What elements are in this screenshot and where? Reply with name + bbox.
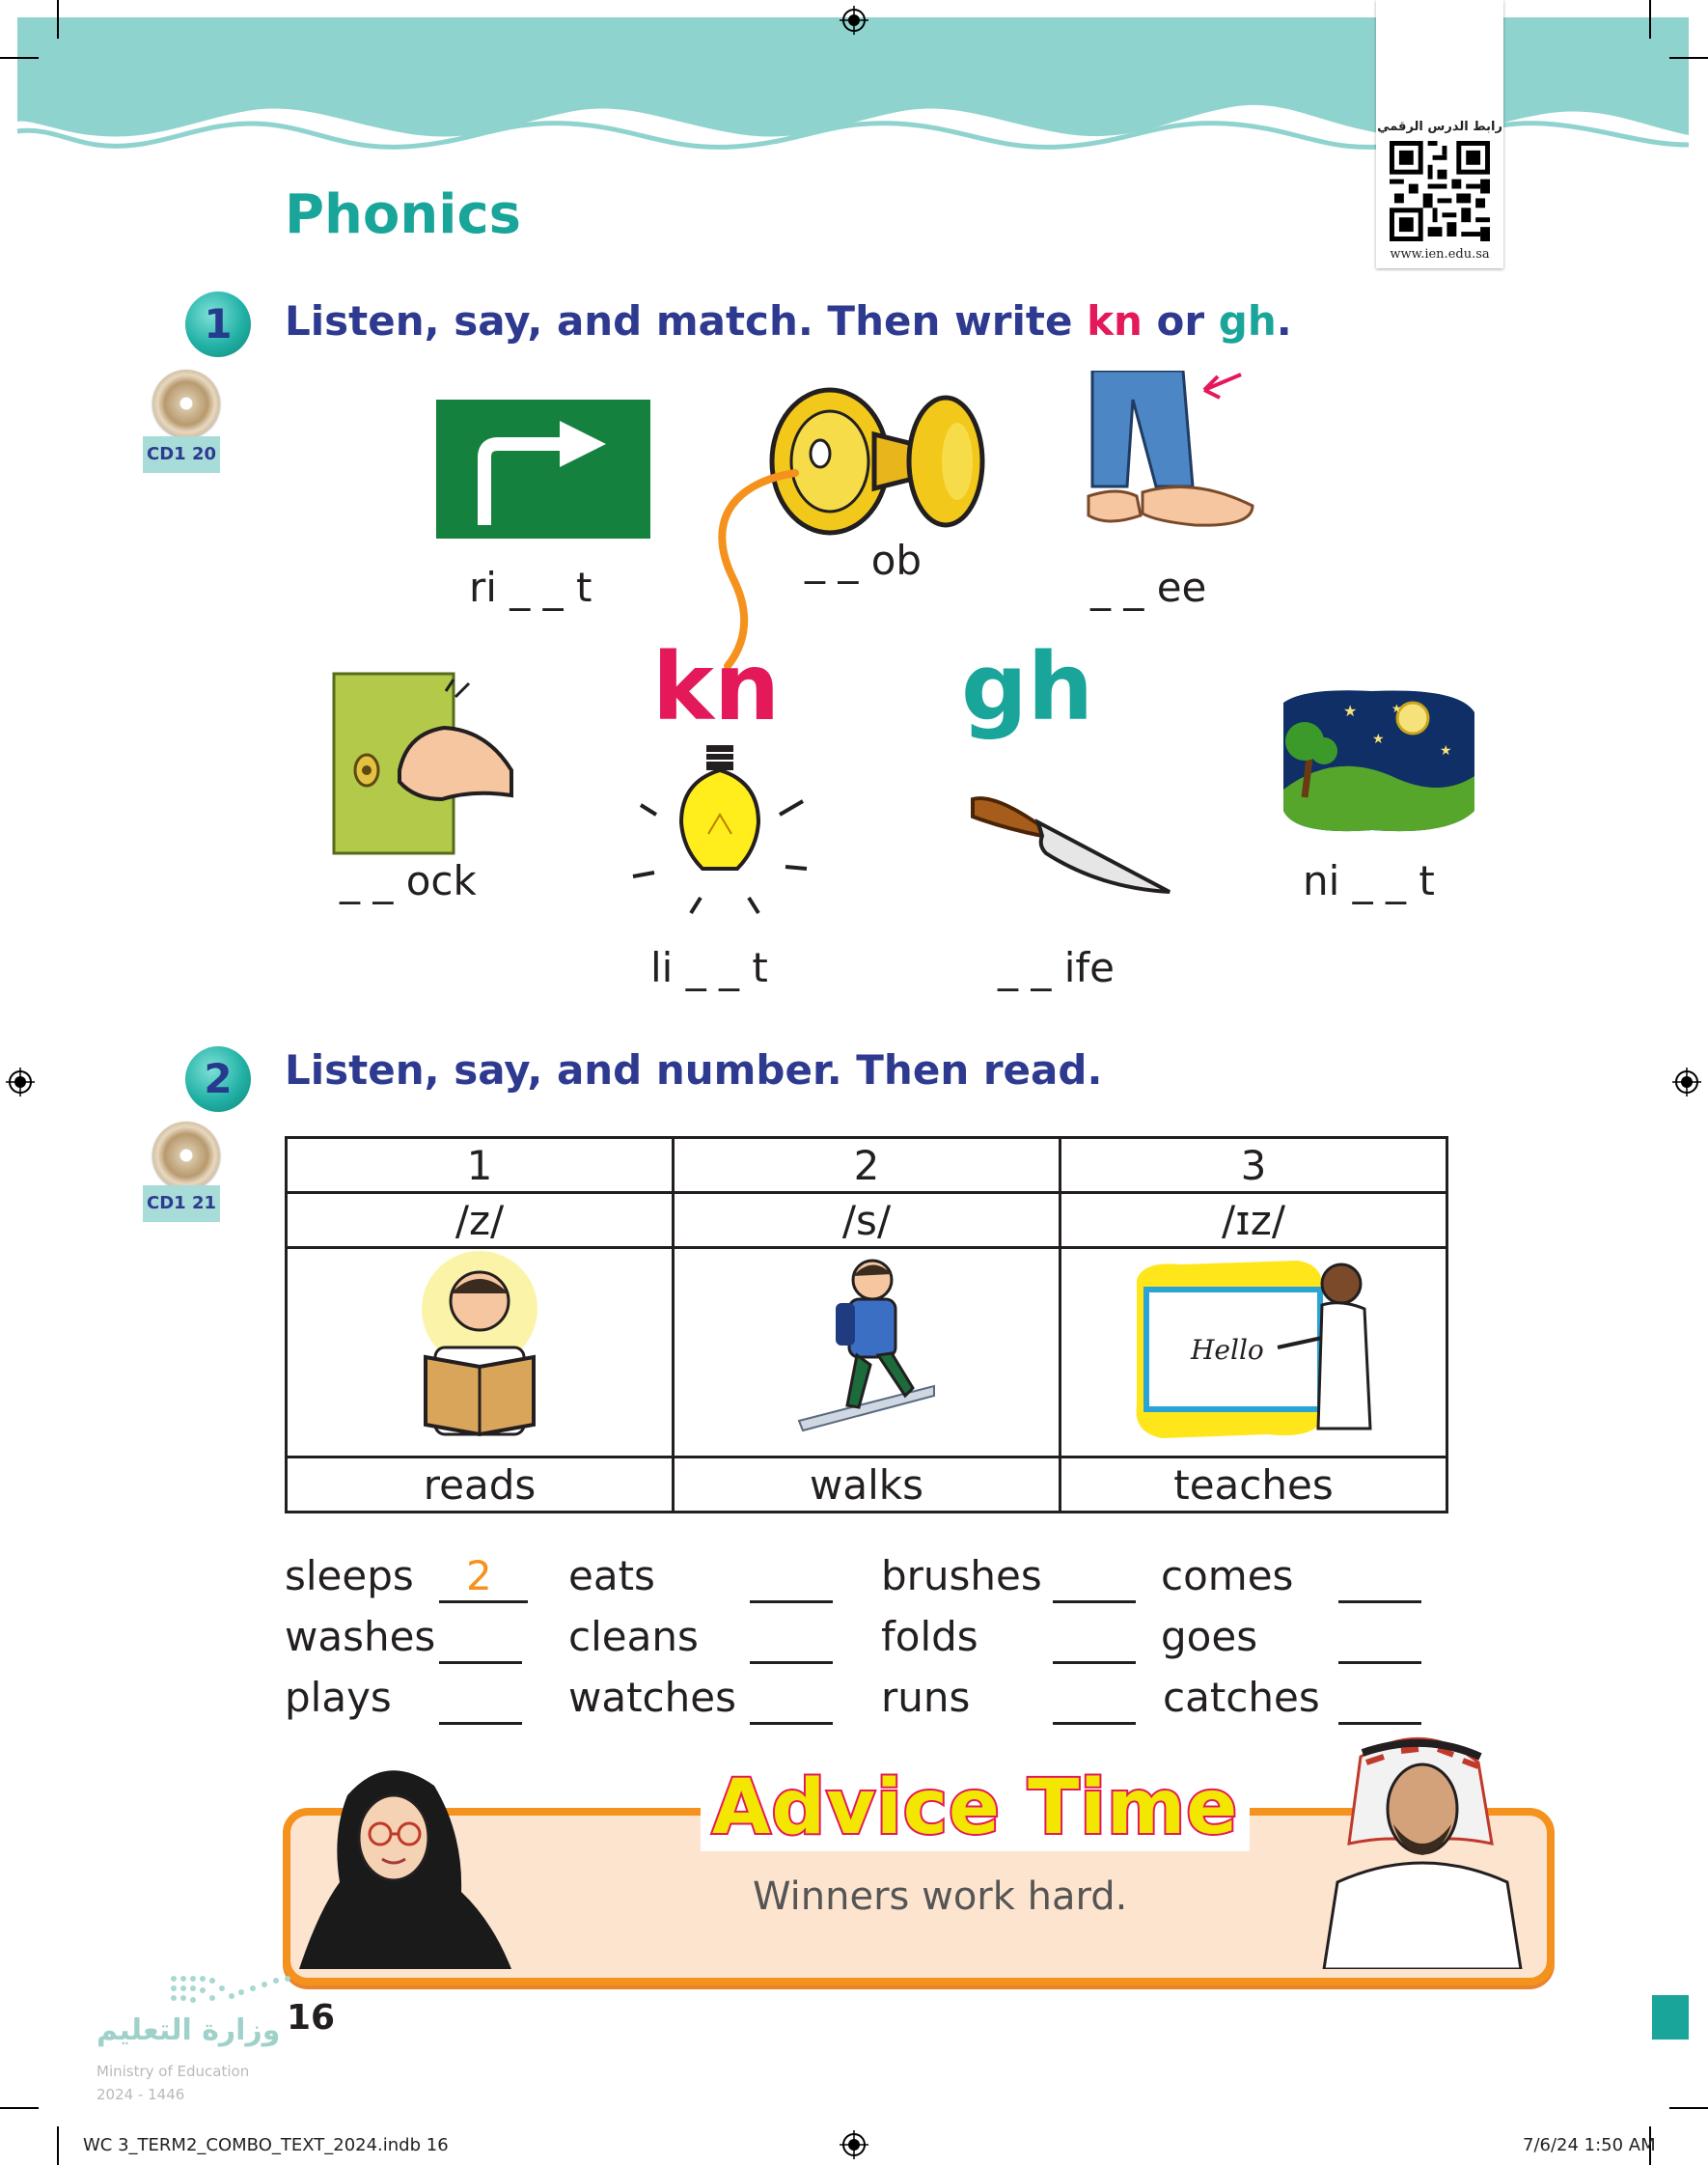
ipa-sound: /z/: [287, 1193, 674, 1248]
knock-door-image: [328, 670, 521, 855]
svg-text:★: ★: [1343, 702, 1358, 720]
teacher-whiteboard-image: [1123, 1251, 1384, 1444]
picture-cell: [1061, 1248, 1447, 1457]
boy-walking-image: [789, 1251, 944, 1444]
list-item: washes: [285, 1613, 436, 1660]
crop-mark: [1649, 0, 1651, 39]
word-knee: _ _ ee: [1090, 564, 1207, 611]
registration-mark-icon: [1672, 1068, 1701, 1096]
word-night: ni _ _ t: [1303, 857, 1435, 904]
ministry-name-arabic: وزارة التعليم: [96, 2013, 281, 2047]
light-bulb-image: [623, 741, 813, 921]
crop-mark: [1669, 2107, 1708, 2109]
answer-example: 2: [466, 1552, 492, 1599]
exercise-1-instruction: [285, 297, 1292, 345]
advice-text: Winners work hard.: [753, 1874, 1128, 1919]
registration-mark-icon: [6, 1068, 35, 1096]
ministry-logo-icon: [164, 1969, 318, 2017]
verb-word: walks: [674, 1457, 1061, 1513]
ministry-name-english: Ministry of Education: [96, 2063, 250, 2080]
answer-blank[interactable]: [439, 1661, 522, 1664]
man-character-image: [1309, 1728, 1534, 1969]
night-scene-image: [1276, 683, 1480, 840]
word-knife: _ _ ife: [998, 944, 1115, 991]
page-number: 16: [287, 1998, 336, 2038]
verb-word: reads: [287, 1457, 674, 1513]
list-item: watches: [568, 1674, 736, 1721]
list-item: folds: [881, 1613, 978, 1660]
cd-track-label[interactable]: CD1 21: [143, 1185, 220, 1222]
list-item: goes: [1161, 1613, 1258, 1660]
answer-blank[interactable]: [1053, 1600, 1136, 1603]
qr-code-icon: [1390, 141, 1490, 241]
table-row: [287, 1193, 1447, 1248]
cd-track-label[interactable]: CD1 20: [143, 436, 220, 473]
ipa-sound: /ɪz/: [1061, 1193, 1447, 1248]
file-slug: WC 3_TERM2_COMBO_TEXT_2024.indb 16: [83, 2135, 449, 2155]
list-item: sleeps: [285, 1552, 414, 1599]
list-item: brushes: [881, 1552, 1042, 1599]
qr-url: www.ien.edu.sa: [1390, 247, 1490, 262]
cd-icon: [152, 1122, 220, 1189]
qr-code-card[interactable]: [1376, 0, 1503, 268]
answer-blank[interactable]: [439, 1600, 528, 1603]
list-item: plays: [285, 1674, 392, 1721]
registration-mark-icon: [840, 6, 868, 35]
list-item: eats: [568, 1552, 655, 1599]
board-text: Hello: [1191, 1334, 1264, 1366]
column-number: 2: [674, 1138, 1061, 1193]
kn-label: kn: [1087, 297, 1143, 345]
word-knock: _ _ ock: [340, 857, 477, 904]
knee-image: [1079, 371, 1262, 550]
print-date: 7/6/24 1:50 AM: [1523, 2135, 1656, 2155]
list-item: comes: [1161, 1552, 1294, 1599]
table-row: [287, 1248, 1447, 1457]
crop-mark: [0, 57, 39, 59]
section-tab-marker: [1652, 1995, 1689, 2040]
answer-blank[interactable]: [750, 1661, 833, 1664]
answer-blank[interactable]: [1053, 1722, 1136, 1725]
answer-blank[interactable]: [750, 1600, 833, 1603]
gh-label: gh: [1218, 297, 1277, 345]
table-row: [287, 1457, 1447, 1513]
instruction-text: Listen, say, and match. Then write: [285, 297, 1088, 345]
advice-title: Advice Time: [701, 1764, 1250, 1851]
woman-character-image: [289, 1757, 521, 1969]
crop-mark: [57, 2126, 59, 2165]
kn-target[interactable]: kn: [652, 633, 781, 741]
page-title: Phonics: [285, 183, 521, 246]
qr-label: رابط الدرس الرقمي: [1377, 120, 1502, 134]
doorknob-image: [768, 384, 988, 544]
svg-text:★: ★: [1372, 732, 1385, 747]
crop-mark: [1669, 57, 1708, 59]
exercise-number-badge: 1: [185, 291, 251, 357]
column-number: 1: [287, 1138, 674, 1193]
crop-mark: [0, 2107, 39, 2109]
word-list: [285, 1552, 1443, 1735]
list-item: cleans: [568, 1613, 699, 1660]
picture-cell: [287, 1248, 674, 1457]
ministry-year: 2024 - 1446: [96, 2086, 185, 2103]
word-knob: _ _ ob: [805, 537, 923, 584]
answer-blank[interactable]: [1338, 1600, 1421, 1603]
right-turn-sign-image: [436, 400, 650, 539]
instruction-or: or: [1142, 297, 1219, 345]
word-right: ri _ _ t: [469, 564, 592, 611]
word-light: li _ _ t: [650, 944, 768, 991]
gh-target[interactable]: gh: [961, 633, 1094, 741]
answer-blank[interactable]: [750, 1722, 833, 1725]
svg-text:★: ★: [1440, 743, 1452, 759]
list-item: runs: [881, 1674, 971, 1721]
svg-text:★: ★: [1391, 702, 1402, 715]
exercise-2-instruction: Listen, say, and number. Then read.: [285, 1046, 1103, 1094]
answer-blank[interactable]: [1338, 1722, 1421, 1725]
ipa-sound: /s/: [674, 1193, 1061, 1248]
boy-reading-image: [402, 1251, 557, 1444]
sounds-table: [285, 1136, 1448, 1513]
knife-image: [965, 790, 1175, 898]
cd-icon: [152, 370, 220, 437]
verb-word: teaches: [1061, 1457, 1447, 1513]
answer-blank[interactable]: [439, 1722, 522, 1725]
column-number: 3: [1061, 1138, 1447, 1193]
registration-mark-icon: [840, 2130, 868, 2159]
table-row: [287, 1138, 1447, 1193]
list-item: catches: [1163, 1674, 1320, 1721]
exercise-number-badge: 2: [185, 1046, 251, 1112]
answer-blank[interactable]: [1053, 1661, 1136, 1664]
picture-cell: [674, 1248, 1061, 1457]
instruction-period: .: [1276, 297, 1292, 345]
crop-mark: [57, 0, 59, 39]
answer-blank[interactable]: [1338, 1661, 1421, 1664]
